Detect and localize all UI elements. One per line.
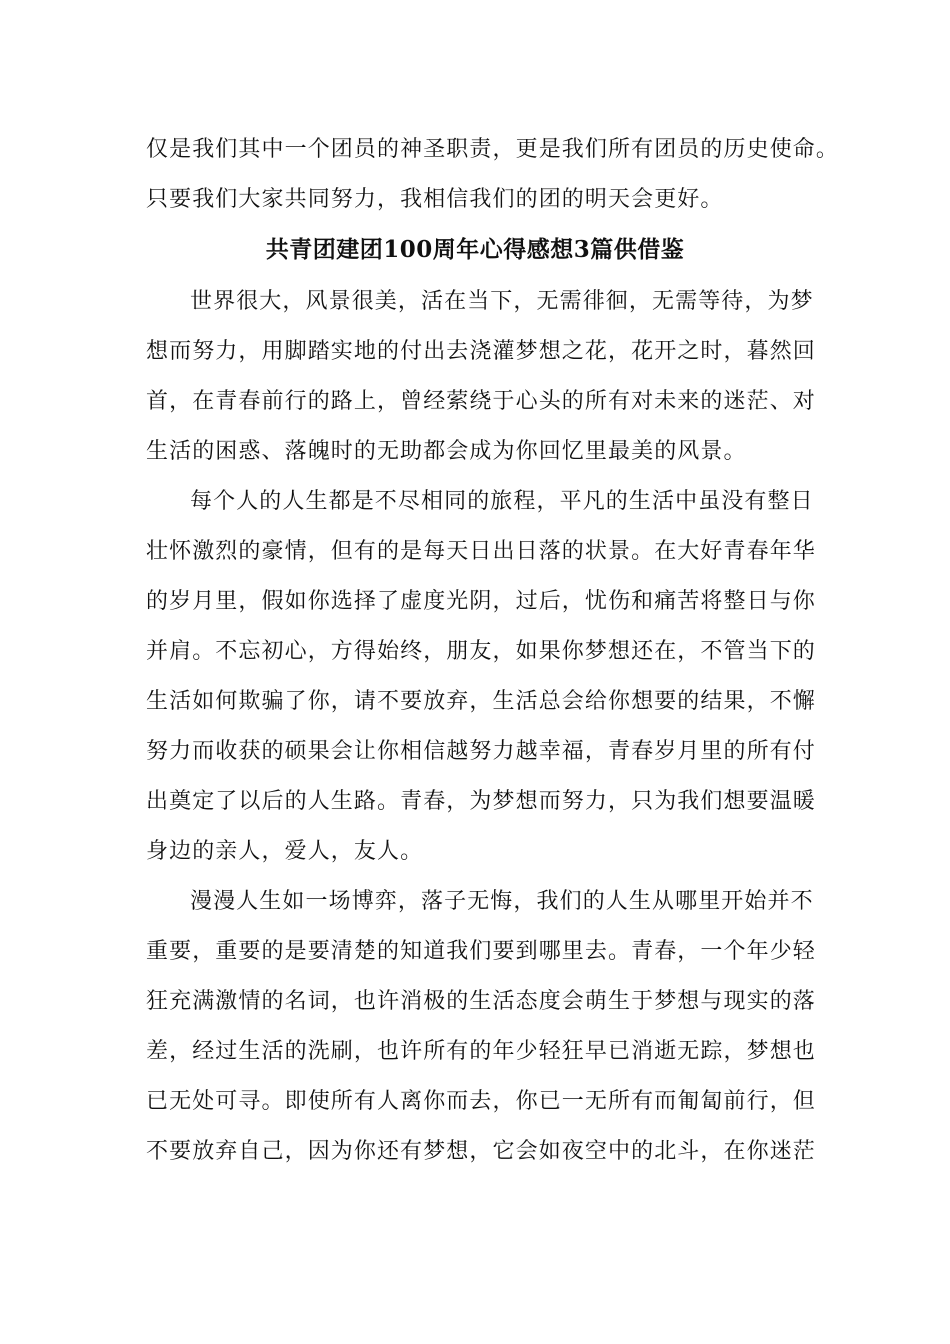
text-line: 只要我们大家共同努力，我相信我们的团的明天会更好。 xyxy=(146,187,724,212)
text-line: 的岁月里，假如你选择了虚度光阴，过后，忧伤和痛苦将整日与你 xyxy=(146,589,816,614)
text-line: 生活如何欺骗了你，请不要放弃，生活总会给你想要的结果，不懈 xyxy=(146,689,816,714)
text-line: 每个人的人生都是不尽相同的旅程，平凡的生活中虽没有整日 xyxy=(190,489,814,514)
text-line: 想而努力，用脚踏实地的付出去浇灌梦想之花，花开之时，暮然回 xyxy=(146,339,816,364)
text-line: 身边的亲人，爱人，友人。 xyxy=(146,839,424,864)
text-line: 不要放弃自己，因为你还有梦想，它会如夜空中的北斗，在你迷茫 xyxy=(146,1139,816,1164)
text-line: 漫漫人生如一场博弈，落子无悔，我们的人生从哪里开始并不 xyxy=(190,889,814,914)
document-title: 共青团建团100周年心得感想3篇供借鉴 xyxy=(265,236,685,263)
text-line: 重要，重要的是要清楚的知道我们要到哪里去。青春，一个年少轻 xyxy=(146,939,816,964)
text-line: 首，在青春前行的路上，曾经萦绕于心头的所有对未来的迷茫、对 xyxy=(146,389,816,414)
text-line: 生活的困惑、落魄时的无助都会成为你回忆里最美的风景。 xyxy=(146,439,747,464)
text-line: 出奠定了以后的人生路。青春，为梦想而努力，只为我们想要温暖 xyxy=(146,789,816,814)
text-line: 并肩。不忘初心，方得始终，朋友，如果你梦想还在，不管当下的 xyxy=(146,639,816,664)
text-line: 努力而收获的硕果会让你相信越努力越幸福，青春岁月里的所有付 xyxy=(146,739,816,764)
text-line: 壮怀激烈的豪情，但有的是每天日出日落的状景。在大好青春年华 xyxy=(146,539,816,564)
text-line: 狂充满激情的名词，也许消极的生活态度会萌生于梦想与现实的落 xyxy=(146,989,816,1014)
text-line: 已无处可寻。即使所有人离你而去，你已一无所有而匍匐前行，但 xyxy=(146,1089,816,1114)
text-line: 仅是我们其中一个团员的神圣职责，更是我们所有团员的历史使命。 xyxy=(146,137,840,162)
text-line: 世界很大，风景很美，活在当下，无需徘徊，无需等待，为梦 xyxy=(190,289,814,314)
text-line: 差，经过生活的洗刷，也许所有的年少轻狂早已消逝无踪，梦想也 xyxy=(146,1039,816,1064)
